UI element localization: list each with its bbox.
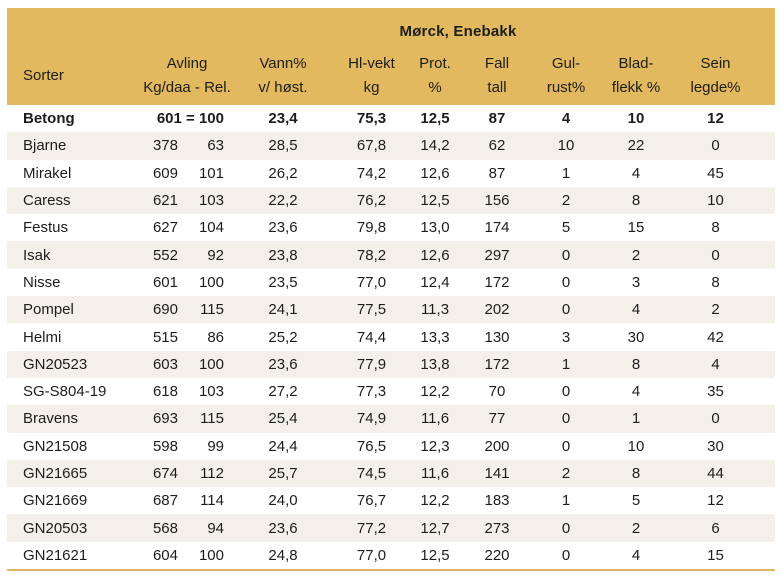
- cell-kgdaa: 627: [141, 214, 187, 241]
- cell-sorter: Betong: [7, 105, 141, 132]
- table-row: [7, 269, 775, 296]
- cell-prot: 12,5: [410, 542, 460, 570]
- cell-bladflekk: 8: [598, 351, 674, 378]
- cell-seinlegde: 44: [674, 460, 775, 487]
- cell-vann: 25,7: [233, 460, 333, 487]
- cell-bladflekk: 2: [598, 241, 674, 268]
- cell-bladflekk: 30: [598, 323, 674, 350]
- table-row: [7, 405, 775, 432]
- cell-fall: 87: [460, 160, 534, 187]
- cell-vann: 25,2: [233, 323, 333, 350]
- cell-hlvekt: 77,0: [333, 542, 410, 570]
- cell-rel: 92: [187, 241, 233, 268]
- title-spacer: [7, 8, 141, 46]
- cell-vann: 24,0: [233, 487, 333, 514]
- cell-rel: 100: [187, 269, 233, 296]
- cell-hlvekt: 78,2: [333, 241, 410, 268]
- cell-seinlegde: 15: [674, 542, 775, 570]
- cell-vann: 24,1: [233, 296, 333, 323]
- cell-bladflekk: 3: [598, 269, 674, 296]
- cell-prot: 13,0: [410, 214, 460, 241]
- cell-fall: 174: [460, 214, 534, 241]
- cell-rel: 100: [187, 351, 233, 378]
- column-header-gulrust: Gul- rust%: [534, 46, 598, 105]
- table-title: Mørck, Enebakk: [141, 8, 775, 46]
- cell-bladflekk: 4: [598, 296, 674, 323]
- cell-gulrust: 0: [534, 542, 598, 570]
- column-header-sorter: Sorter: [7, 46, 141, 105]
- cell-vann: 25,4: [233, 405, 333, 432]
- cell-hlvekt: 76,5: [333, 433, 410, 460]
- cell-rel: 103: [187, 378, 233, 405]
- cell-sorter: GN20503: [7, 514, 141, 541]
- cell-hlvekt: 77,0: [333, 269, 410, 296]
- cell-hlvekt: 74,5: [333, 460, 410, 487]
- cell-kgdaa: 693: [141, 405, 187, 432]
- cell-gulrust: 0: [534, 405, 598, 432]
- cell-seinlegde: 12: [674, 487, 775, 514]
- cell-prot: 11,6: [410, 405, 460, 432]
- cell-sorter: Bjarne: [7, 132, 141, 159]
- cell-gulrust: 3: [534, 323, 598, 350]
- column-header-vann: Vann% v/ høst.: [233, 46, 333, 105]
- cell-prot: 12,6: [410, 241, 460, 268]
- cell-vann: 27,2: [233, 378, 333, 405]
- cell-sorter: GN21665: [7, 460, 141, 487]
- cell-seinlegde: 12: [674, 105, 775, 132]
- table-row: [7, 542, 775, 570]
- cell-prot: 13,3: [410, 323, 460, 350]
- cell-sorter: Festus: [7, 214, 141, 241]
- column-header-prot: Prot. %: [410, 46, 460, 105]
- cell-hlvekt: 79,8: [333, 214, 410, 241]
- cell-kgdaa: 601: [141, 269, 187, 296]
- cell-fall: 172: [460, 269, 534, 296]
- table-row: [7, 160, 775, 187]
- cell-bladflekk: 4: [598, 160, 674, 187]
- cell-rel: 86: [187, 323, 233, 350]
- cell-bladflekk: 15: [598, 214, 674, 241]
- cell-gulrust: 2: [534, 187, 598, 214]
- cell-seinlegde: 42: [674, 323, 775, 350]
- cell-rel: 101: [187, 160, 233, 187]
- cell-vann: 23,8: [233, 241, 333, 268]
- cell-rel: 63: [187, 132, 233, 159]
- table-row: [7, 214, 775, 241]
- cell-seinlegde: 6: [674, 514, 775, 541]
- cell-gulrust: 1: [534, 487, 598, 514]
- cell-rel: 112: [187, 460, 233, 487]
- table-row: [7, 460, 775, 487]
- cell-sorter: GN21669: [7, 487, 141, 514]
- cell-fall: 297: [460, 241, 534, 268]
- cell-kgdaa: 690: [141, 296, 187, 323]
- cell-seinlegde: 35: [674, 378, 775, 405]
- cell-kgdaa: 687: [141, 487, 187, 514]
- cell-sorter: GN21508: [7, 433, 141, 460]
- table-row: [7, 514, 775, 541]
- cell-prot: 14,2: [410, 132, 460, 159]
- cell-bladflekk: 2: [598, 514, 674, 541]
- cell-prot: 12,7: [410, 514, 460, 541]
- cell-seinlegde: 45: [674, 160, 775, 187]
- cell-rel: 103: [187, 187, 233, 214]
- cell-gulrust: 0: [534, 433, 598, 460]
- cell-gulrust: 0: [534, 514, 598, 541]
- cell-kgdaa: 621: [141, 187, 187, 214]
- cell-bladflekk: 10: [598, 433, 674, 460]
- cell-sorter: GN21621: [7, 542, 141, 570]
- cell-bladflekk: 8: [598, 460, 674, 487]
- table-row: [7, 487, 775, 514]
- cell-bladflekk: 8: [598, 187, 674, 214]
- cell-hlvekt: 75,3: [333, 105, 410, 132]
- cell-vann: 23,6: [233, 514, 333, 541]
- column-header-bladflekk: Blad- flekk %: [598, 46, 674, 105]
- table-row: [7, 296, 775, 323]
- cell-gulrust: 2: [534, 460, 598, 487]
- table-body: [7, 105, 775, 570]
- cell-bladflekk: 4: [598, 378, 674, 405]
- cell-rel: 104: [187, 214, 233, 241]
- cell-seinlegde: 10: [674, 187, 775, 214]
- cell-hlvekt: 76,2: [333, 187, 410, 214]
- cell-gulrust: 0: [534, 269, 598, 296]
- cell-seinlegde: 8: [674, 214, 775, 241]
- cell-hlvekt: 74,9: [333, 405, 410, 432]
- cell-sorter: Bravens: [7, 405, 141, 432]
- cell-fall: 62: [460, 132, 534, 159]
- table-header: [7, 8, 775, 105]
- cell-sorter: Caress: [7, 187, 141, 214]
- cell-seinlegde: 30: [674, 433, 775, 460]
- table-row: [7, 378, 775, 405]
- cell-vann: 24,4: [233, 433, 333, 460]
- cell-sorter: Pompel: [7, 296, 141, 323]
- cell-kgdaa: 598: [141, 433, 187, 460]
- cell-prot: 12,5: [410, 187, 460, 214]
- cell-fall: 183: [460, 487, 534, 514]
- cell-kgdaa: 609: [141, 160, 187, 187]
- cell-fall: 141: [460, 460, 534, 487]
- cell-fall: 200: [460, 433, 534, 460]
- cell-kgdaa: 604: [141, 542, 187, 570]
- cell-prot: 11,6: [410, 460, 460, 487]
- cell-rel: 114: [187, 487, 233, 514]
- cell-sorter: GN20523: [7, 351, 141, 378]
- cell-kgdaa: 618: [141, 378, 187, 405]
- cell-prot: 13,8: [410, 351, 460, 378]
- table-row: [7, 323, 775, 350]
- cell-prot: 12,2: [410, 378, 460, 405]
- table-row: [7, 241, 775, 268]
- cell-prot: 12,4: [410, 269, 460, 296]
- cell-kgdaa: 568: [141, 514, 187, 541]
- cell-prot: 11,3: [410, 296, 460, 323]
- cell-fall: 130: [460, 323, 534, 350]
- cell-bladflekk: 4: [598, 542, 674, 570]
- cell-sorter: Helmi: [7, 323, 141, 350]
- table-row: [7, 187, 775, 214]
- variety-trial-table: [7, 8, 775, 571]
- column-header-seinlegde: Sein legde%: [674, 46, 775, 105]
- cell-vann: 23,4: [233, 105, 333, 132]
- cell-gulrust: 0: [534, 241, 598, 268]
- cell-hlvekt: 77,5: [333, 296, 410, 323]
- cell-sorter: SG-S804-19: [7, 378, 141, 405]
- cell-prot: 12,6: [410, 160, 460, 187]
- cell-seinlegde: 0: [674, 132, 775, 159]
- cell-fall: 273: [460, 514, 534, 541]
- column-header-row: [7, 46, 775, 105]
- cell-bladflekk: 1: [598, 405, 674, 432]
- cell-fall: 220: [460, 542, 534, 570]
- cell-hlvekt: 67,8: [333, 132, 410, 159]
- title-row: [7, 8, 775, 46]
- cell-gulrust: 1: [534, 351, 598, 378]
- cell-fall: 77: [460, 405, 534, 432]
- cell-vann: 23,6: [233, 214, 333, 241]
- cell-kgdaa: 515: [141, 323, 187, 350]
- cell-kgdaa: 552: [141, 241, 187, 268]
- cell-sorter: Isak: [7, 241, 141, 268]
- cell-hlvekt: 74,2: [333, 160, 410, 187]
- cell-fall: 70: [460, 378, 534, 405]
- cell-fall: 87: [460, 105, 534, 132]
- cell-kgdaa: 378: [141, 132, 187, 159]
- cell-vann: 26,2: [233, 160, 333, 187]
- cell-gulrust: 5: [534, 214, 598, 241]
- cell-fall: 156: [460, 187, 534, 214]
- cell-avling-reference: 601 = 100: [141, 105, 233, 132]
- cell-fall: 172: [460, 351, 534, 378]
- cell-bladflekk: 22: [598, 132, 674, 159]
- cell-sorter: Nisse: [7, 269, 141, 296]
- column-header-hlvekt: Hl-vekt kg: [333, 46, 410, 105]
- cell-fall: 202: [460, 296, 534, 323]
- cell-seinlegde: 8: [674, 269, 775, 296]
- cell-seinlegde: 0: [674, 405, 775, 432]
- table-row: [7, 351, 775, 378]
- cell-sorter: Mirakel: [7, 160, 141, 187]
- cell-hlvekt: 77,3: [333, 378, 410, 405]
- cell-gulrust: 1: [534, 160, 598, 187]
- table-row: [7, 105, 775, 132]
- cell-vann: 28,5: [233, 132, 333, 159]
- cell-vann: 23,6: [233, 351, 333, 378]
- cell-seinlegde: 4: [674, 351, 775, 378]
- cell-rel: 115: [187, 405, 233, 432]
- cell-gulrust: 4: [534, 105, 598, 132]
- column-header-avling: Avling Kg/daa - Rel.: [141, 46, 233, 105]
- table-row: [7, 433, 775, 460]
- cell-gulrust: 0: [534, 378, 598, 405]
- table-row: [7, 132, 775, 159]
- cell-rel: 94: [187, 514, 233, 541]
- cell-rel: 100: [187, 542, 233, 570]
- cell-vann: 23,5: [233, 269, 333, 296]
- cell-gulrust: 10: [534, 132, 598, 159]
- cell-rel: 99: [187, 433, 233, 460]
- cell-gulrust: 0: [534, 296, 598, 323]
- cell-hlvekt: 77,9: [333, 351, 410, 378]
- cell-kgdaa: 603: [141, 351, 187, 378]
- cell-bladflekk: 5: [598, 487, 674, 514]
- cell-vann: 22,2: [233, 187, 333, 214]
- cell-bladflekk: 10: [598, 105, 674, 132]
- cell-prot: 12,5: [410, 105, 460, 132]
- cell-kgdaa: 674: [141, 460, 187, 487]
- cell-prot: 12,2: [410, 487, 460, 514]
- column-header-fall: Fall tall: [460, 46, 534, 105]
- cell-vann: 24,8: [233, 542, 333, 570]
- cell-hlvekt: 77,2: [333, 514, 410, 541]
- cell-hlvekt: 76,7: [333, 487, 410, 514]
- cell-rel: 115: [187, 296, 233, 323]
- cell-seinlegde: 0: [674, 241, 775, 268]
- cell-prot: 12,3: [410, 433, 460, 460]
- cell-seinlegde: 2: [674, 296, 775, 323]
- cell-hlvekt: 74,4: [333, 323, 410, 350]
